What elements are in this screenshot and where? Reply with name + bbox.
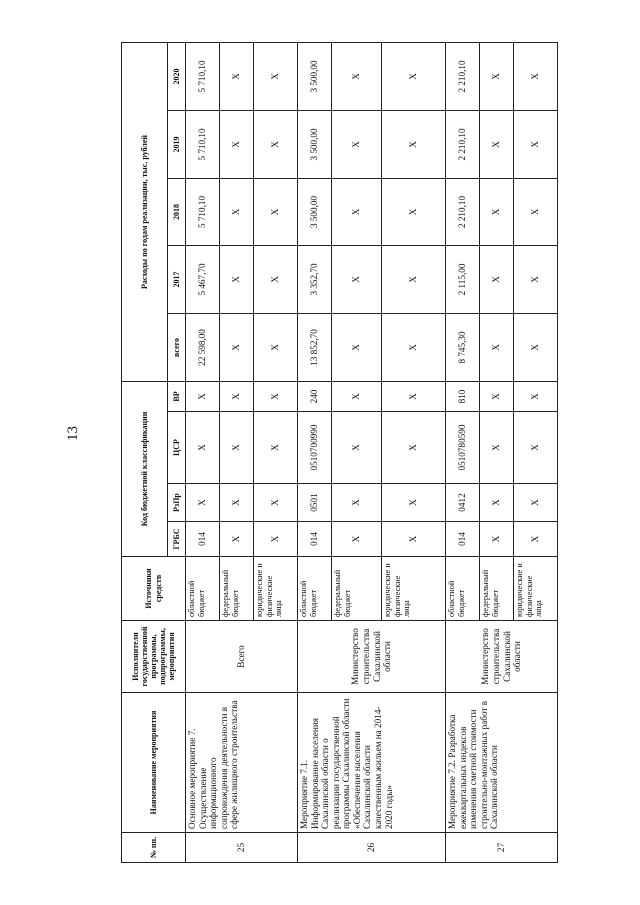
cell-csr: Х bbox=[480, 412, 514, 484]
cell-csr: 0510700990 bbox=[298, 412, 332, 484]
cell-2018: 5 710,10 bbox=[186, 178, 220, 245]
table-row bbox=[446, 42, 480, 862]
cell-total: Х bbox=[514, 313, 558, 381]
header-name: Наименование мероприятия bbox=[122, 693, 186, 833]
cell-grbs: 014 bbox=[298, 522, 332, 557]
cell-csr: Х bbox=[514, 412, 558, 484]
cell-2017: Х bbox=[220, 245, 254, 313]
cell-2017: 3 352,70 bbox=[298, 245, 332, 313]
cell-2017: Х bbox=[480, 245, 514, 313]
cell-vr: 810 bbox=[446, 381, 480, 411]
cell-2017: Х bbox=[332, 245, 382, 313]
cell-2018: Х bbox=[332, 178, 382, 245]
expenses-table bbox=[121, 42, 558, 863]
cell-2019: 3 500,00 bbox=[298, 110, 332, 178]
cell-2020: Х bbox=[514, 42, 558, 110]
cell-grbs: Х bbox=[382, 522, 446, 557]
cell-csr: Х bbox=[332, 412, 382, 484]
cell-grbs: Х bbox=[220, 522, 254, 557]
header-expenses: Расходы по годам реализации, тыс. рублей bbox=[122, 42, 168, 381]
cell-vr: Х bbox=[382, 381, 446, 411]
cell-vr: 240 bbox=[298, 381, 332, 411]
cell-2020: Х bbox=[480, 42, 514, 110]
cell-vr: Х bbox=[514, 381, 558, 411]
header-2017: 2017 bbox=[168, 245, 186, 313]
cell-2019: 5 710,10 bbox=[186, 110, 220, 178]
header-2020: 2020 bbox=[168, 42, 186, 110]
cell-rzpr: Х bbox=[382, 484, 446, 522]
cell-2018: 2 210,10 bbox=[446, 178, 480, 245]
row-source: областной бюджет bbox=[186, 557, 220, 621]
table-header bbox=[122, 42, 186, 862]
row-source: юридические и физические лица bbox=[254, 557, 298, 621]
row-source: областной бюджет bbox=[298, 557, 332, 621]
header-2018: 2018 bbox=[168, 178, 186, 245]
row-executor: Всего bbox=[186, 621, 298, 693]
header-no: № пп. bbox=[122, 833, 186, 863]
row-number: 26 bbox=[298, 833, 446, 863]
cell-2018: Х bbox=[382, 178, 446, 245]
cell-rzpr: Х bbox=[220, 484, 254, 522]
cell-2020: 3 500,00 bbox=[298, 42, 332, 110]
row-number: 27 bbox=[446, 833, 558, 863]
cell-2019: Х bbox=[220, 110, 254, 178]
cell-grbs: 014 bbox=[446, 522, 480, 557]
cell-rzpr: 0501 bbox=[298, 484, 332, 522]
cell-total: 8 745,30 bbox=[446, 313, 480, 381]
row-source: областной бюджет bbox=[446, 557, 480, 621]
cell-rzpr: Х bbox=[254, 484, 298, 522]
cell-vr: Х bbox=[480, 381, 514, 411]
header-rzpr: РзПр bbox=[168, 484, 186, 522]
cell-2019: Х bbox=[254, 110, 298, 178]
row-source: федеральный бюджет bbox=[332, 557, 382, 621]
cell-2018: Х bbox=[254, 178, 298, 245]
header-total: всего bbox=[168, 313, 186, 381]
cell-2020: Х bbox=[382, 42, 446, 110]
cell-csr: Х bbox=[186, 412, 220, 484]
cell-rzpr: Х bbox=[480, 484, 514, 522]
cell-grbs: Х bbox=[514, 522, 558, 557]
cell-total: Х bbox=[480, 313, 514, 381]
header-2019: 2019 bbox=[168, 110, 186, 178]
cell-grbs: 014 bbox=[186, 522, 220, 557]
cell-rzpr: Х bbox=[514, 484, 558, 522]
cell-vr: Х bbox=[220, 381, 254, 411]
row-executor: Министерство строительства Сахалинской области bbox=[298, 621, 446, 693]
cell-grbs: Х bbox=[332, 522, 382, 557]
row-source: юридические и физические лица bbox=[382, 557, 446, 621]
table-row bbox=[298, 42, 332, 862]
cell-total: Х bbox=[220, 313, 254, 381]
row-source: федеральный бюджет bbox=[220, 557, 254, 621]
cell-csr: Х bbox=[220, 412, 254, 484]
cell-2018: Х bbox=[480, 178, 514, 245]
cell-2017: Х bbox=[254, 245, 298, 313]
cell-2020: Х bbox=[332, 42, 382, 110]
cell-2019: Х bbox=[382, 110, 446, 178]
cell-grbs: Х bbox=[480, 522, 514, 557]
cell-2017: Х bbox=[514, 245, 558, 313]
page-number: 13 bbox=[65, 426, 81, 441]
cell-2020: Х bbox=[254, 42, 298, 110]
row-number: 25 bbox=[186, 833, 298, 863]
table-row bbox=[186, 42, 220, 862]
cell-grbs: Х bbox=[254, 522, 298, 557]
row-name: Мероприятие 7.1. Информирование населения Сахалинской области о реализации государственной программы Сахалинской области «Обеспечение населения Сахалинской области качественным жильем на 2014-2020 годы» bbox=[298, 693, 446, 833]
header-grbs: ГРБС bbox=[168, 522, 186, 557]
cell-total: Х bbox=[254, 313, 298, 381]
cell-csr: 0510780590 bbox=[446, 412, 480, 484]
row-source: федеральный бюджет bbox=[480, 557, 514, 621]
cell-rzpr: Х bbox=[186, 484, 220, 522]
cell-rzpr: 0412 bbox=[446, 484, 480, 522]
cell-2019: Х bbox=[332, 110, 382, 178]
cell-2019: 2 210,10 bbox=[446, 110, 480, 178]
cell-2019: Х bbox=[480, 110, 514, 178]
cell-2019: Х bbox=[514, 110, 558, 178]
table-body bbox=[186, 42, 558, 862]
cell-2020: Х bbox=[220, 42, 254, 110]
cell-2018: 3 500,00 bbox=[298, 178, 332, 245]
rotated-table-wrapper bbox=[121, 43, 601, 863]
cell-2020: 5 710,10 bbox=[186, 42, 220, 110]
cell-csr: Х bbox=[382, 412, 446, 484]
cell-2017: 2 115,00 bbox=[446, 245, 480, 313]
header-csr: ЦСР bbox=[168, 412, 186, 484]
row-name: Мероприятие 7.2. Разработка ежеквартальных индексов изменения сметной стоимости строительно-монтажных работ в Сахалинской области bbox=[446, 693, 558, 833]
cell-total: 13 852,70 bbox=[298, 313, 332, 381]
cell-total: Х bbox=[332, 313, 382, 381]
row-name: Основное мероприятие 7. Осуществление информационного сопровождения деятельности в сфере жилищного строительства bbox=[186, 693, 298, 833]
row-executor: Министерство строительства Сахалинской области bbox=[446, 621, 558, 693]
row-source: юридические и физические лица bbox=[514, 557, 558, 621]
header-source: Источники средств bbox=[122, 557, 186, 621]
cell-rzpr: Х bbox=[332, 484, 382, 522]
cell-2017: Х bbox=[382, 245, 446, 313]
cell-csr: Х bbox=[254, 412, 298, 484]
header-vr: ВР bbox=[168, 381, 186, 411]
cell-vr: Х bbox=[186, 381, 220, 411]
cell-total: Х bbox=[382, 313, 446, 381]
cell-total: 22 598,00 bbox=[186, 313, 220, 381]
cell-2018: Х bbox=[514, 178, 558, 245]
header-budget-code: Код бюджетной классификации bbox=[122, 381, 168, 556]
cell-2020: 2 210,10 bbox=[446, 42, 480, 110]
cell-vr: Х bbox=[332, 381, 382, 411]
cell-2018: Х bbox=[220, 178, 254, 245]
header-executor: Исполнители государственной программы, подпрограммы, мероприятия bbox=[122, 621, 186, 693]
cell-vr: Х bbox=[254, 381, 298, 411]
cell-2017: 5 467,70 bbox=[186, 245, 220, 313]
